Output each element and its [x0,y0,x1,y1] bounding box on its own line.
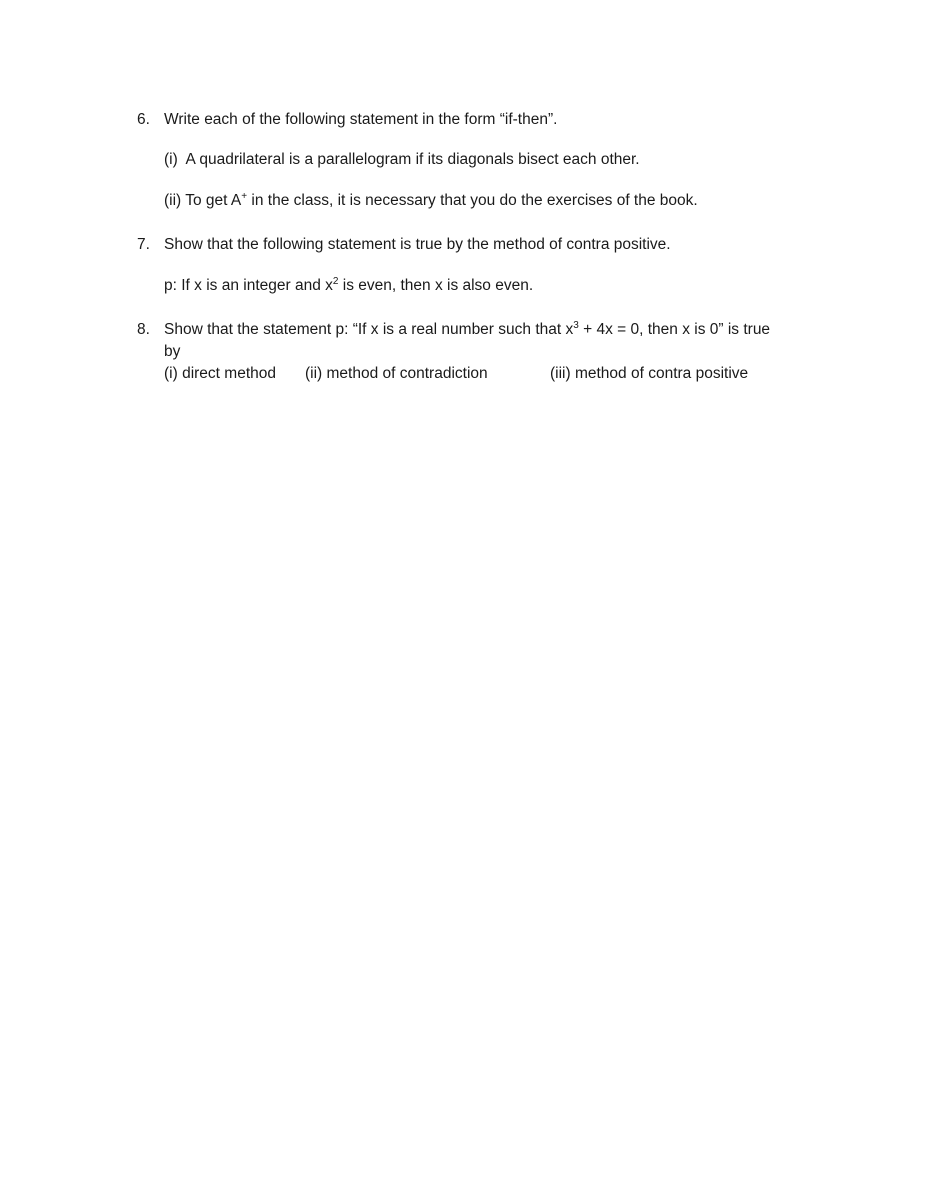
superscript: 3 [573,320,579,331]
question-text: Show that the following statement is true by the method of contra positive. [164,236,671,253]
part-text: A quadrilateral is a parallelogram if its diagonals bisect each other. [185,151,640,168]
statement-after: is even, then x is also even. [338,277,534,294]
question-8-option-iii: (iii) method of contra positive [550,365,749,382]
question-6-part-ii [164,191,698,211]
question-text-before: Show that the statement p: “If x is a real number such that x [164,321,574,338]
question-text-line2: by [164,343,181,360]
question-text [164,320,770,340]
question-7-statement [164,276,533,296]
part-label: (ii) [164,192,182,209]
question-text-after: + 4x = 0, then x is 0” is true [578,321,771,338]
superscript: + [241,191,248,202]
statement-before: p: If x is an integer and x [164,277,333,294]
question-number: 7. [137,236,150,253]
question-number: 6. [137,111,150,128]
part-text-before: To get A [185,192,242,209]
question-8-option-ii: (ii) method of contradiction [305,365,488,382]
part-label: (i) [164,151,178,168]
part-text-after: in the class, it is necessary that you do the exercises of the book. [247,192,698,209]
superscript: 2 [332,276,339,287]
question-8-continuation [164,342,180,362]
question-number: 8. [137,321,150,338]
question-8-option-i: (i) direct method [164,365,276,382]
question-text: Write each of the following statement in the form “if-then”. [164,111,558,128]
question-6-part-i [164,150,640,170]
